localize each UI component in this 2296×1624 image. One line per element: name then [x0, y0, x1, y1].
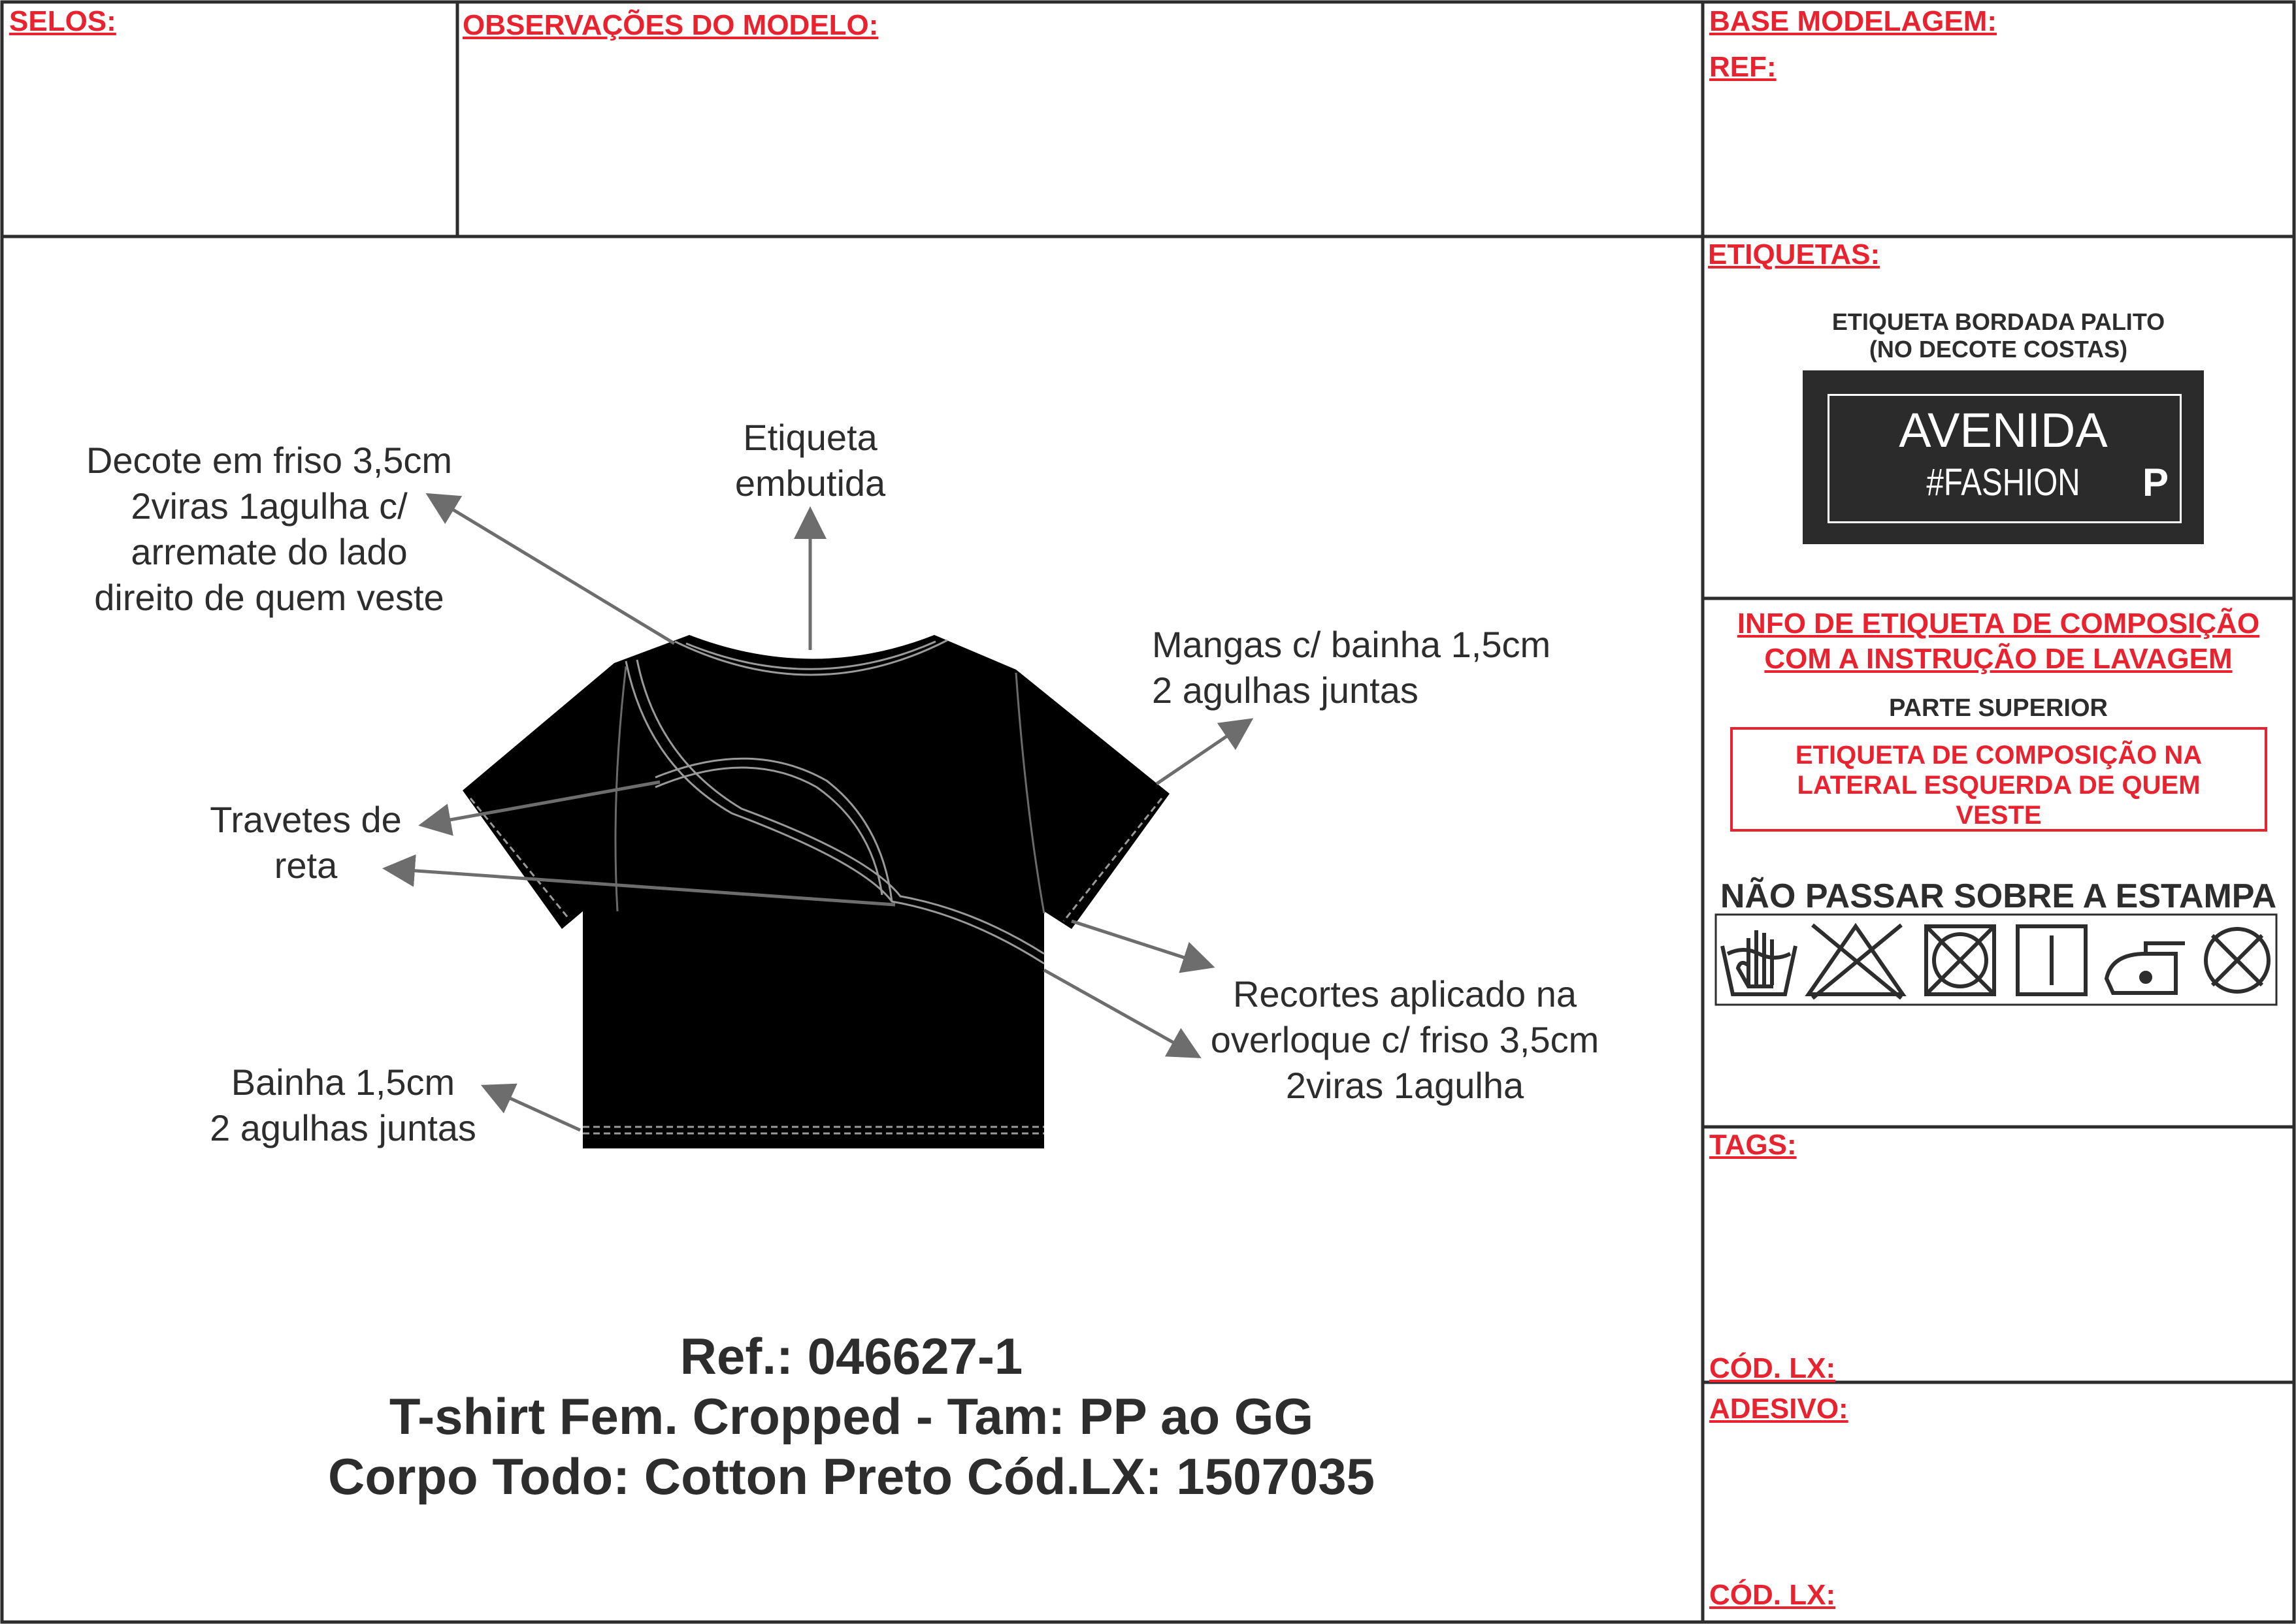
estampa-warning: NÃO PASSAR SOBRE A ESTAMPA	[1720, 877, 2277, 915]
observacoes-heading: OBSERVAÇÕES DO MODELO:	[463, 9, 879, 41]
composicao-heading: INFO DE ETIQUETA DE COMPOSIÇÃO COM A INSTRUÇÃO DE LAVAGEM	[1737, 608, 2260, 675]
callout-recortes: Recortes aplicado na overloque c/ friso 3,5cm 2viras 1agulha	[1210, 973, 1599, 1106]
line-dry-icon	[2018, 926, 2086, 994]
tshirt-shape	[463, 635, 1170, 1148]
product-name: T-shirt Fem. Cropped - Tam: PP ao GG	[389, 1388, 1314, 1445]
callout-mangas: Mangas c/ bainha 1,5cm 2 agulhas juntas	[1152, 624, 1551, 711]
do-not-dry-clean-icon	[2206, 929, 2269, 992]
brand-label-size: P	[2142, 461, 2169, 504]
composicao-box: ETIQUETA DE COMPOSIÇÃO NA LATERAL ESQUERDA DE QUEM VESTE	[1730, 727, 2267, 832]
callout-etiqueta: Etiqueta embutida	[734, 417, 886, 504]
callout-bainha: Bainha 1,5cm 2 agulhas juntas	[210, 1062, 476, 1148]
brand-label	[1803, 370, 2204, 544]
tags-cod-lx: CÓD. LX:	[1709, 1352, 1836, 1384]
adesivo-heading: ADESIVO:	[1709, 1393, 1848, 1425]
base-modelagem-heading: BASE MODELAGEM:	[1709, 5, 1997, 37]
selos-heading: SELOS:	[9, 5, 116, 37]
iron-low-icon	[2107, 943, 2185, 993]
ref-heading: REF:	[1709, 51, 1777, 83]
product-body: Corpo Todo: Cotton Preto Cód.LX: 1507035	[328, 1448, 1375, 1505]
hand-wash-icon	[1722, 930, 1796, 994]
do-not-tumble-dry-icon	[1926, 926, 1994, 994]
tags-heading: TAGS:	[1709, 1129, 1797, 1161]
adesivo-cod-lx: CÓD. LX:	[1709, 1579, 1836, 1611]
care-symbols	[1714, 913, 2278, 1006]
do-not-bleach-icon	[1809, 925, 1903, 998]
callout-decote: Decote em friso 3,5cm 2viras 1agulha c/ arremate do lado direito de quem veste	[86, 440, 453, 618]
brand-label-name: AVENIDA	[1899, 403, 2108, 457]
product-ref: Ref.: 046627-1	[680, 1327, 1023, 1385]
callout-travetes: Travetes de reta	[210, 799, 402, 886]
etiquetas-heading: ETIQUETAS:	[1708, 238, 1880, 270]
product-info	[0, 1326, 1703, 1506]
etiqueta-description: ETIQUETA BORDADA PALITO (NO DECOTE COSTAS)	[1831, 308, 2165, 363]
parte-superior: PARTE SUPERIOR	[1888, 694, 2108, 722]
brand-label-sub: #FASHION	[1926, 461, 2080, 504]
